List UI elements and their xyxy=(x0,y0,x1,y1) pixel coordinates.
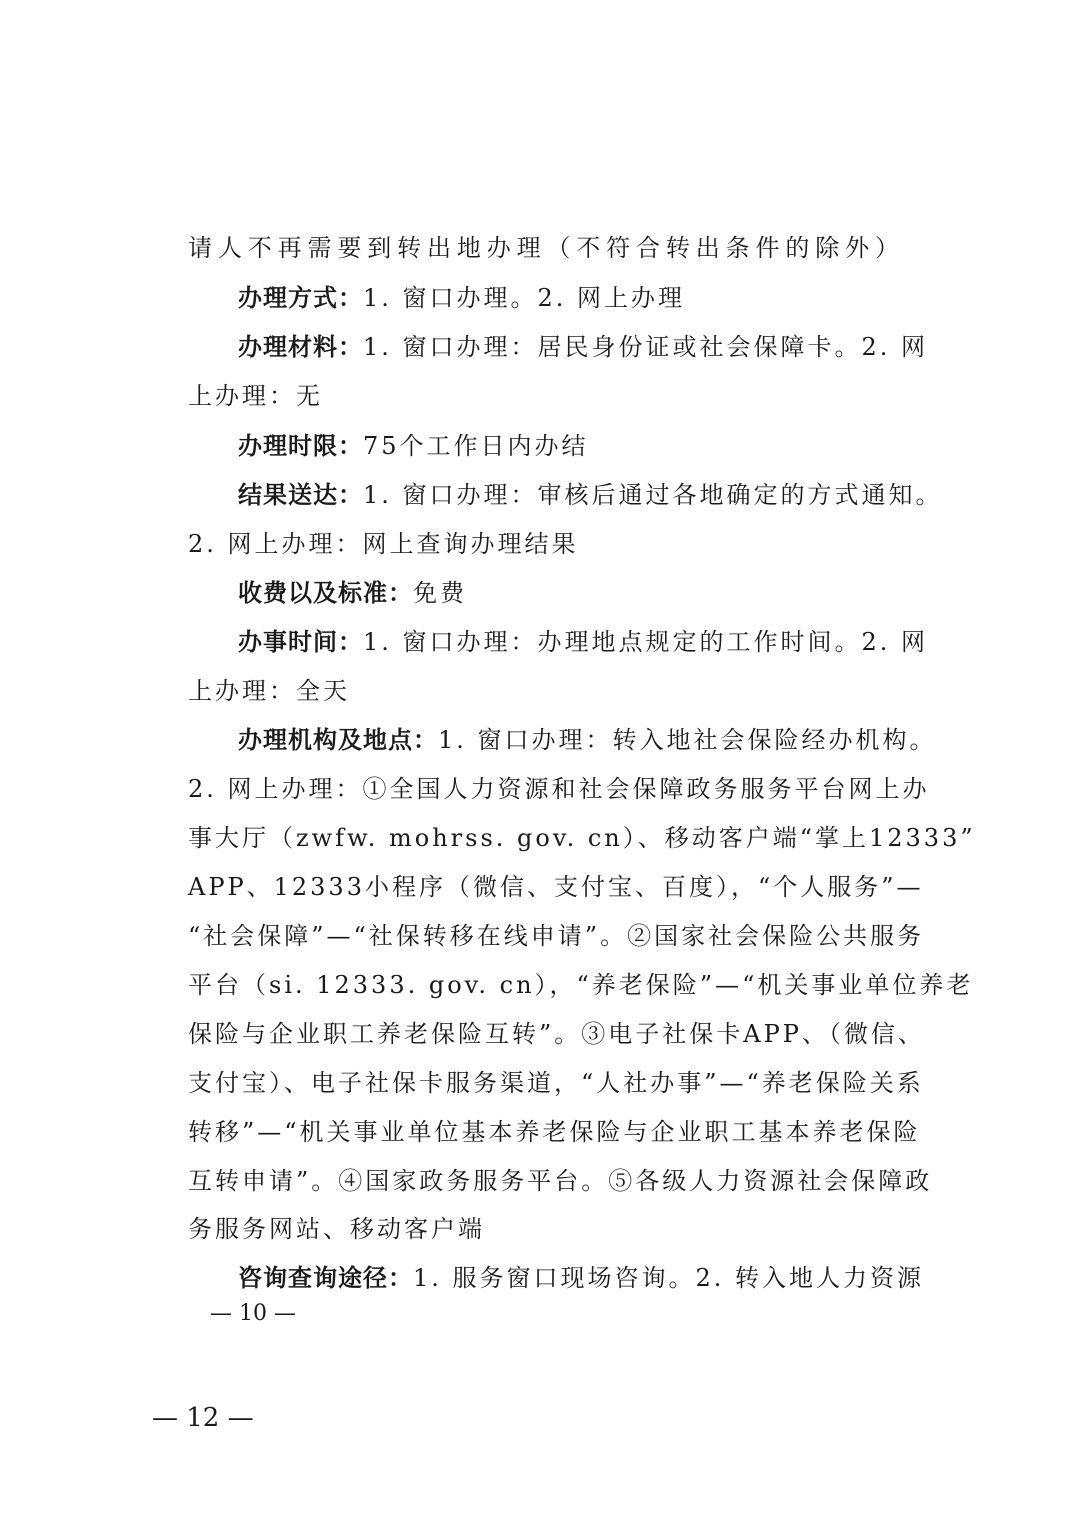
text-line: 2. 网上办理：网上查询办理结果 xyxy=(188,530,579,558)
text-line: 上办理：全天 xyxy=(188,677,350,705)
text-line: 支付宝）、电子社保卡服务渠道，“人社办事”—“养老保险关系 xyxy=(188,1069,924,1097)
text-line: 保险与企业职工养老保险互转”。③电子社保卡APP、（微信、 xyxy=(188,1020,925,1048)
field-label: 办理时限： xyxy=(238,432,363,460)
field-fees xyxy=(238,577,467,609)
field-agency xyxy=(238,724,937,756)
text-line: 2. 网上办理：①全国人力资源和社会保障政务服务平台网上办 xyxy=(188,775,930,803)
field-label: 办理方式： xyxy=(238,284,363,312)
text-line: 平台（si. 12333. gov. cn），“养老保险”—“机关事业单位养老 xyxy=(188,971,974,999)
field-value: 1. 窗口办理：办理地点规定的工作时间。2. 网 xyxy=(363,628,929,656)
field-value: 75个工作日内办结 xyxy=(363,432,589,460)
text-line: “社会保障”—“社保转移在线申请”。②国家社会保险公共服务 xyxy=(188,922,925,950)
field-label: 咨询查询途径： xyxy=(238,1264,413,1292)
field-value: 1. 窗口办理：居民身份证或社会保障卡。2. 网 xyxy=(363,333,929,361)
field-consult xyxy=(238,1262,925,1294)
field-label: 办事时间： xyxy=(238,628,363,656)
field-materials xyxy=(238,331,929,363)
text-line: 互转申请”。④国家政务服务平台。⑤各级人力资源社会保障政 xyxy=(188,1167,933,1195)
field-label: 收费以及标准： xyxy=(238,579,413,607)
outer-page-number: — 12 — xyxy=(152,1403,254,1433)
field-time-limit xyxy=(238,430,589,462)
field-label: 结果送达： xyxy=(238,481,363,509)
text-line: 请人不再需要到转出地办理（不符合转出条件的除外） xyxy=(188,234,902,262)
field-label: 办理机构及地点： xyxy=(238,726,438,754)
text-line: 转移”—“机关事业单位基本养老保险与企业职工基本养老保险 xyxy=(188,1118,921,1146)
field-label: 办理材料： xyxy=(238,333,363,361)
field-value: 1. 服务窗口现场咨询。2. 转入地人力资源 xyxy=(413,1264,925,1292)
field-value: 1. 窗口办理：审核后通过各地确定的方式通知。 xyxy=(363,481,943,509)
field-value: 1. 窗口办理。2. 网上办理 xyxy=(363,284,686,312)
text-line: 务服务网站、移动客户端 xyxy=(188,1215,485,1243)
field-method xyxy=(238,282,685,314)
text-line: 上办理：无 xyxy=(188,382,323,410)
field-value: 免费 xyxy=(413,579,467,607)
field-value: 1. 窗口办理：转入地社会保险经办机构。 xyxy=(438,726,937,754)
text-line: APP、12333小程序（微信、支付宝、百度），“个人服务”— xyxy=(188,873,924,901)
field-delivery xyxy=(238,479,943,511)
inner-page-number: — 10 — xyxy=(210,1301,296,1326)
text-line: 事大厅（zwfw. mohrss. gov. cn）、移动客户端“掌上12333” xyxy=(188,824,976,852)
field-hours xyxy=(238,626,929,658)
